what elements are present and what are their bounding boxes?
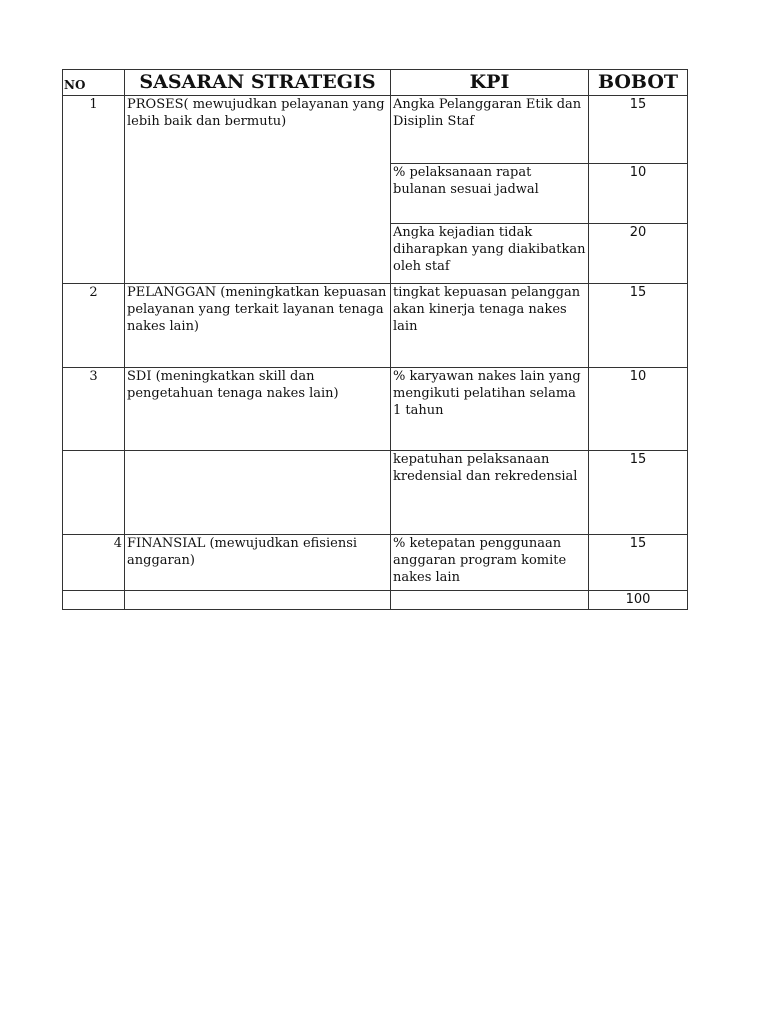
header-sasaran: SASARAN STRATEGIS (125, 70, 391, 96)
total-kpi-cell (391, 591, 589, 610)
row-number: 3 (63, 368, 125, 451)
table-row (63, 96, 688, 164)
bobot-cell: 15 (589, 96, 688, 164)
bobot-cell: 10 (589, 164, 688, 224)
total-sasaran-cell (125, 591, 391, 610)
kpi-cell: Angka Pelanggaran Etik dan Disiplin Staf (391, 96, 589, 164)
kpi-cell: Angka kejadian tidak diharapkan yang diakibatkan oleh staf (391, 224, 589, 284)
bobot-cell: 15 (589, 451, 688, 535)
header-row (63, 70, 688, 96)
row-number (63, 451, 125, 535)
table-row (63, 368, 688, 451)
bobot-cell: 10 (589, 368, 688, 451)
kpi-cell: % pelaksanaan rapat bulanan sesuai jadwal (391, 164, 589, 224)
total-no-cell (63, 591, 125, 610)
total-bobot: 100 (589, 591, 688, 610)
table-row (63, 284, 688, 368)
kpi-cell: % ketepatan penggunaan anggaran program komite nakes lain (391, 535, 589, 591)
bobot-cell: 20 (589, 224, 688, 284)
row-number: 2 (63, 284, 125, 368)
kpi-table (62, 69, 688, 610)
kpi-cell: % karyawan nakes lain yang mengikuti pelatihan selama 1 tahun (391, 368, 589, 451)
row-number: 4 (63, 535, 125, 591)
row-number: 1 (63, 96, 125, 284)
sasaran-cell (125, 451, 391, 535)
sasaran-cell: FINANSIAL (mewujudkan efisiensi anggaran) (125, 535, 391, 591)
kpi-cell: tingkat kepuasan pelanggan akan kinerja tenaga nakes lain (391, 284, 589, 368)
kpi-cell: kepatuhan pelaksanaan kredensial dan rekredensial (391, 451, 589, 535)
table-row (63, 535, 688, 591)
sasaran-cell: SDI (meningkatkan skill dan pengetahuan tenaga nakes lain) (125, 368, 391, 451)
header-no: NO (63, 70, 125, 96)
sasaran-cell: PELANGGAN (meningkatkan kepuasan pelayanan yang terkait layanan tenaga nakes lain) (125, 284, 391, 368)
sasaran-cell: PROSES( mewujudkan pelayanan yang lebih baik dan bermutu) (125, 96, 391, 284)
total-row (63, 591, 688, 610)
bobot-cell: 15 (589, 535, 688, 591)
bobot-cell: 15 (589, 284, 688, 368)
header-bobot: BOBOT (589, 70, 688, 96)
header-kpi: KPI (391, 70, 589, 96)
table-row (63, 451, 688, 535)
